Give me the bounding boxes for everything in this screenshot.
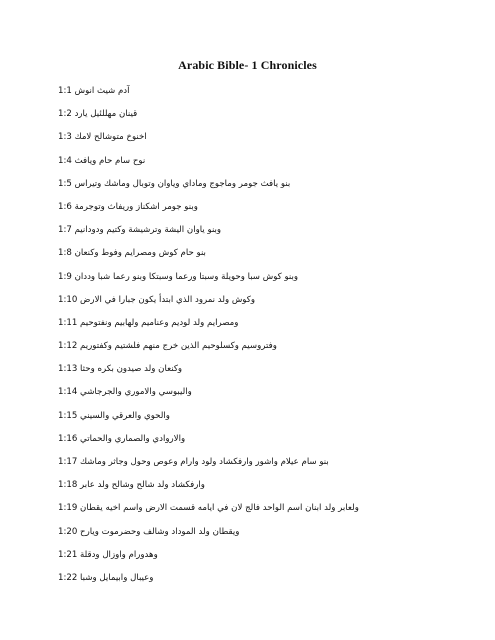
verse-line	[58, 497, 398, 520]
verse-line	[58, 335, 398, 358]
verse-text: وهدورام واوزال ودقلة 1:21	[58, 549, 158, 560]
verse-line	[58, 173, 398, 196]
verse-text: بنو سام عيلام واشور وارفكشاد ولود وارام وعوص وحول وجاثر وماشك 1:17	[58, 457, 329, 467]
verse-text: قينان مهللئيل يارد 1:2	[58, 109, 138, 120]
verse-text: واليبوسي والاموري والجرجاشي 1:14	[58, 387, 192, 398]
verse-text: وبنو كوش سبا وحويلة وسبتا ورعما وسبتكا وبنو رعما شبا وددان 1:9	[58, 271, 299, 282]
verse-list	[58, 80, 398, 590]
verse-text: وعيبال وابيمايل وشبا 1:22	[58, 572, 154, 583]
verse-text: ومصرايم ولد لوديم وعناميم ولهابيم ونفتوحيم 1:11	[58, 317, 239, 328]
verse-text: وكوش ولد نمرود الذي ابتدأ يكون جبارا في الارض 1:10	[58, 294, 255, 305]
verse-text: وبنو جومر اشكناز وريفاث وتوجرمة 1:6	[58, 201, 198, 212]
verse-line	[58, 544, 398, 567]
verse-line	[58, 312, 398, 335]
verse-line	[58, 196, 398, 219]
page-title: Arabic Bible- 1 Chronicles	[178, 58, 317, 72]
verse-line	[58, 266, 398, 289]
verse-text: ويقطان ولد الموداد وشالف وحضرموت ويارح 1:20	[58, 526, 240, 537]
verse-text: والحوي والعرقي والسيني 1:15	[58, 410, 170, 421]
verse-text: نوح سام حام ويافث 1:4	[58, 155, 146, 166]
verse-text: اخنوخ متوشالح لامك 1:3	[58, 132, 147, 143]
verse-line	[58, 381, 398, 404]
verse-line	[58, 405, 398, 428]
verse-text: بنو حام كوش ومصرايم وفوط وكنعان 1:8	[58, 248, 206, 259]
verse-text: بنو يافث جومر وماجوج وماداي وياوان وتوبال وماشك وتيراس 1:5	[58, 178, 291, 189]
verse-line	[58, 428, 398, 451]
verse-text: وفتروسيم وكسلوحيم الذين خرج منهم فلشتيم وكفتوريم 1:12	[58, 341, 277, 352]
verse-line	[58, 289, 398, 312]
verse-line	[58, 103, 398, 126]
verse-text: ولعابر ولد ابنان اسم الواحد فالج لان في ايامه قسمت الارض واسم اخيه يقطان 1:19	[58, 503, 359, 514]
verse-line	[58, 567, 398, 590]
verse-line	[58, 521, 398, 544]
verse-line	[58, 451, 398, 474]
verse-line	[58, 126, 398, 149]
verse-line	[58, 358, 398, 381]
verse-text: وارفكشاد ولد شالح وشالح ولد عابر 1:18	[58, 480, 205, 491]
verse-text: وكنعان ولد صيدون بكره وحثا 1:13	[58, 364, 183, 375]
verse-line	[58, 242, 398, 265]
verse-line	[58, 474, 398, 497]
verse-line	[58, 150, 398, 173]
verse-text: والاروادي والصماري والحماتي 1:16	[58, 433, 186, 444]
verse-text: وبنو ياوان اليشة وترشيشة وكتيم ودودانيم 1:7	[58, 225, 222, 236]
verse-line	[58, 80, 398, 103]
verse-text: آدم شيث انوش 1:1	[58, 86, 130, 96]
verse-line	[58, 219, 398, 242]
